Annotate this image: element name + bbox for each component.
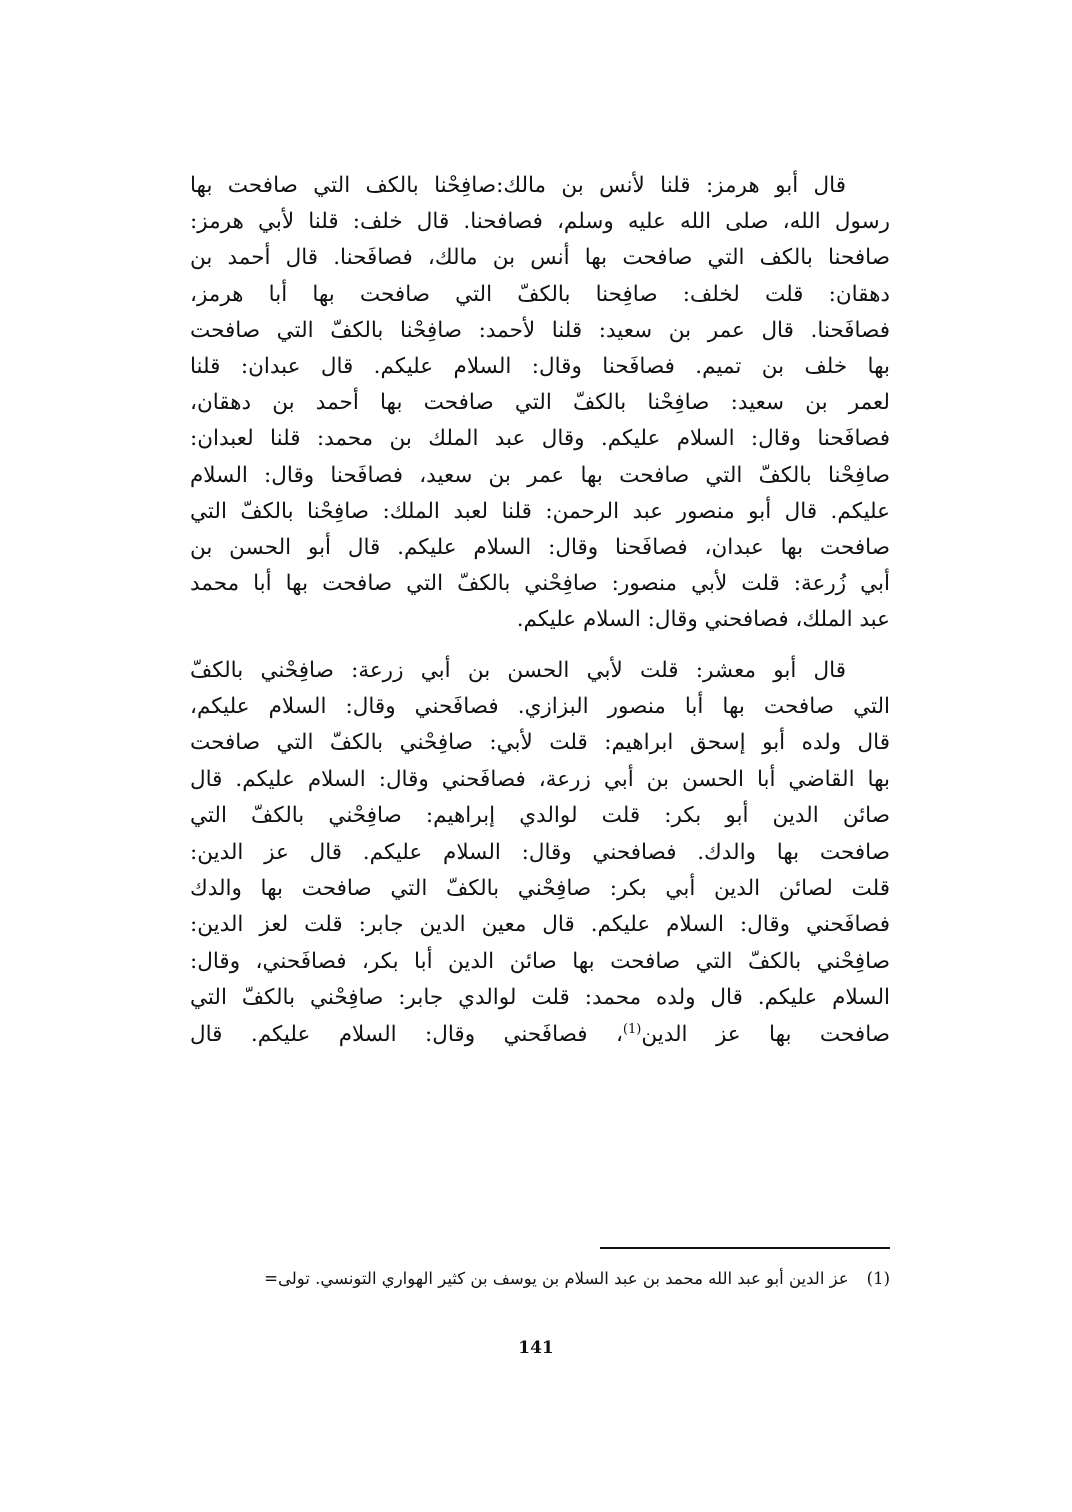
text-line: صائن الدين أبو بكر: قلت لوالدي إبراهيم: صافِحْني بالكفّ التي <box>190 803 890 829</box>
text-line: قال أبو معشر: قلت لأبي الحسن بن أبي زرعة: صافِحْني بالكفّ <box>190 657 846 683</box>
text-line: قلت لصائن الدين أبي بكر: صافِحْني بالكفّ التي صافحت بها والدك <box>190 876 890 902</box>
text-line: صافِحْنا بالكفّ التي صافحت بها عمر بن سعيد، فصافَحنا وقال: السلام <box>190 462 890 488</box>
text-line: صافحت بها عبدان، فصافَحنا وقال: السلام عليكم. قال أبو الحسن بن <box>190 535 890 561</box>
text-line: فصافَحنا وقال: السلام عليكم. وقال عبد الملك بن محمد: قلنا لعبدان: <box>190 426 890 452</box>
text-line: التي صافحت بها أبا منصور البزازي. فصافَحني وقال: السلام عليكم، <box>190 694 890 720</box>
text-line: صافحت بها والدك. فصافحني وقال: السلام عليكم. قال عز الدين: <box>190 839 890 865</box>
footnote-text: عز الدين أبو عبد الله محمد بن عبد السلام بن يوسف بن كثير الهواري التونسي. تولى= <box>264 1269 849 1288</box>
footnote-divider <box>600 1247 890 1249</box>
text-line: فصافَحنا. قال عمر بن سعيد: قلنا لأحمد: صافِحْنا بالكفّ التي صافحت <box>190 317 890 343</box>
footnote-reference[interactable]: (1) <box>622 1021 642 1037</box>
text-line: صافِحْني بالكفّ التي صافحت بها صائن الدين أبا بكر، فصافَحني، وقال: <box>190 948 890 974</box>
text-line: السلام عليكم. قال ولده محمد: قلت لوالدي جابر: صافِحْني بالكفّ التي <box>190 985 890 1011</box>
text-line: صافحنا بالكف التي صافحت بها أنس بن مالك، فصافَحنا. قال أحمد بن <box>190 245 890 271</box>
footnote-number: (1) <box>866 1269 890 1288</box>
paragraph-2 <box>190 653 890 1053</box>
text-line: دهقان: قلت لخلف: صافِحنا بالكفّ التي صافحت بها أبا هرمز، <box>190 281 890 307</box>
page-number: 141 <box>518 1338 554 1358</box>
text-line: أبي زُرعة: قلت لأبي منصور: صافِحْني بالكفّ التي صافحت بها أبا محمد <box>190 571 890 597</box>
text-line: قال أبو هرمز: قلنا لأنس بن مالك:صافِحْنا بالكف التي صافحت بها <box>190 173 846 198</box>
text-line: رسول الله، صلى الله عليه وسلم، فصافحنا. قال خلف: قلنا لأبي هرمز: <box>190 209 890 235</box>
text-line: بها القاضي أبا الحسن بن أبي زرعة، فصافَحني وقال: السلام عليكم. قال <box>190 766 890 792</box>
text-line: بها خلف بن تميم. فصافَحنا وقال: السلام عليكم. قال عبدان: قلنا <box>190 354 890 380</box>
text-segment: صافحت بها عز الدين <box>641 1021 891 1047</box>
paragraph-1 <box>190 168 890 639</box>
text-line: لعمر بن سعيد: صافِحْنا بالكفّ التي صافحت بها أحمد بن دهقان، <box>190 390 890 416</box>
text-line: قال ولده أبو إسحق ابراهيم: قلت لأبي: صافِحْني بالكفّ التي صافحت <box>190 730 890 756</box>
text-segment: ، فصافَحني وقال: السلام عليكم. قال <box>190 1021 623 1047</box>
text-line: عليكم. قال أبو منصور عبد الرحمن: قلنا لعبد الملك: صافِحْنا بالكفّ التي <box>190 498 890 524</box>
main-text <box>190 168 890 1053</box>
text-line: فصافَحني وقال: السلام عليكم. قال معين الدين جابر: قلت لعز الدين: <box>190 912 890 938</box>
text-line-with-footnote-ref <box>190 1017 890 1053</box>
footnote <box>190 1268 890 1290</box>
text-line: عبد الملك، فصافحني وقال: السلام عليكم. <box>516 607 890 633</box>
